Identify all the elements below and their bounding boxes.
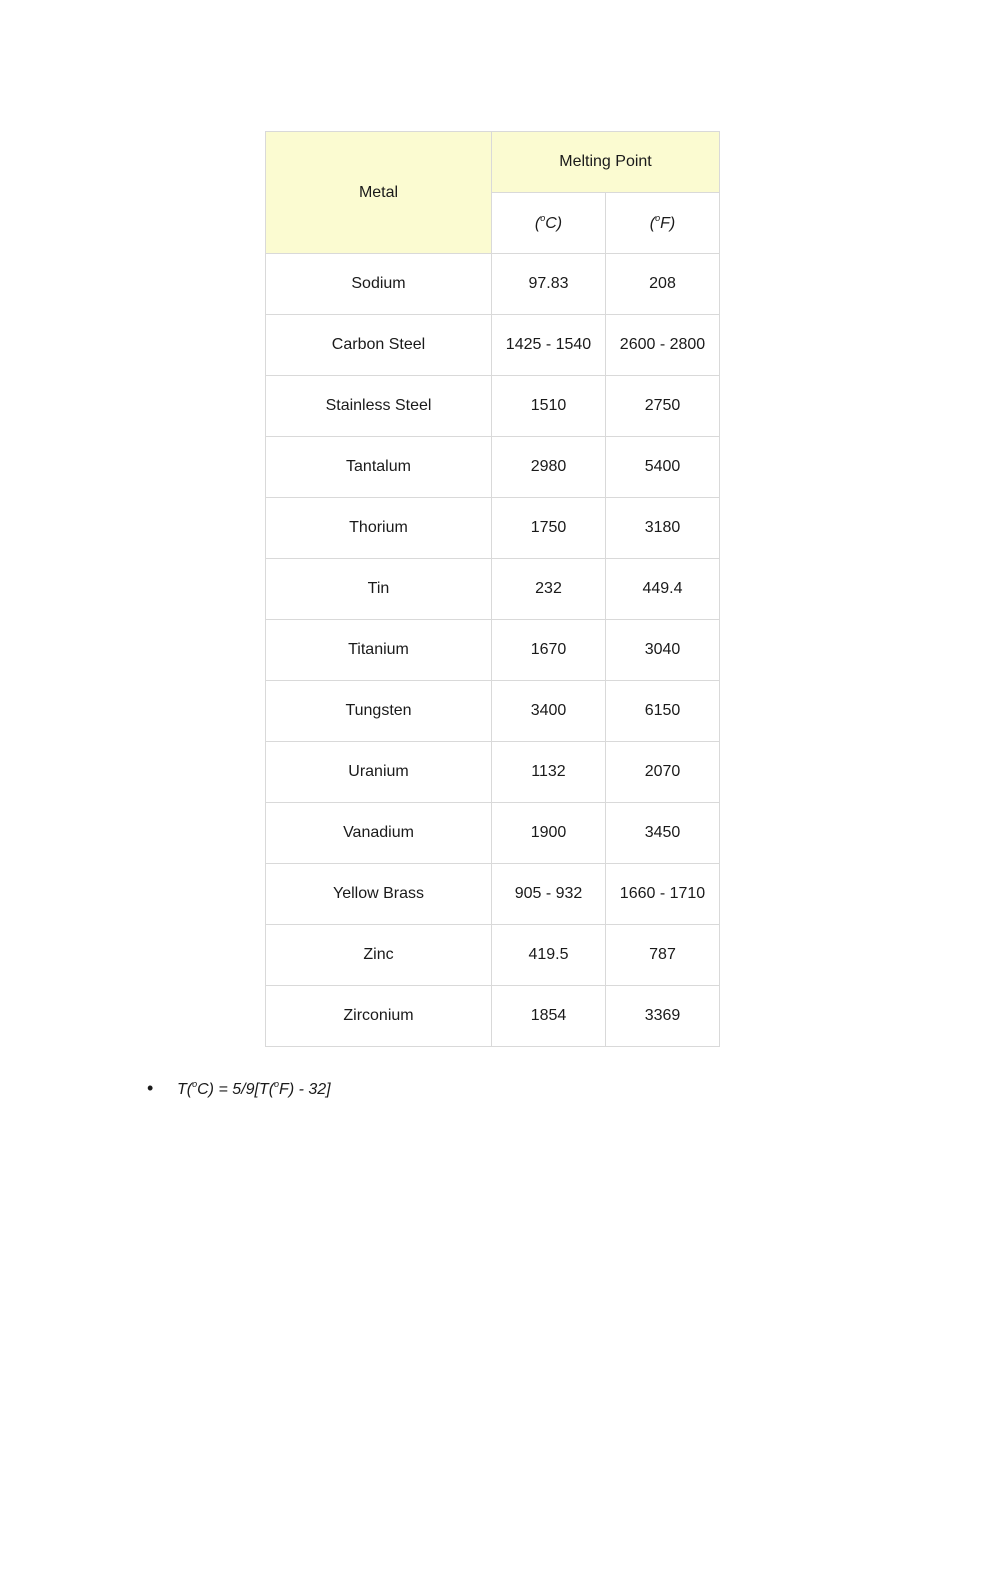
celsius-cell: 1425 - 1540	[492, 315, 606, 376]
fahrenheit-cell: 6150	[606, 681, 720, 742]
fahrenheit-cell: 3180	[606, 498, 720, 559]
celsius-cell: 2980	[492, 437, 606, 498]
metal-cell: Stainless Steel	[266, 376, 492, 437]
fahrenheit-cell: 5400	[606, 437, 720, 498]
table-row	[266, 925, 720, 986]
header-metal: Metal	[266, 132, 492, 254]
header-unit-fahrenheit: ($^o$F)	[606, 193, 720, 254]
celsius-cell: 1854	[492, 986, 606, 1047]
table-row	[266, 986, 720, 1047]
metal-cell: Tantalum	[266, 437, 492, 498]
fahrenheit-cell: 787	[606, 925, 720, 986]
melting-point-table	[265, 131, 720, 1047]
celsius-cell: 3400	[492, 681, 606, 742]
celsius-cell: 1132	[492, 742, 606, 803]
table-row	[266, 559, 720, 620]
fahrenheit-cell: 1660 - 1710	[606, 864, 720, 925]
table-row	[266, 254, 720, 315]
metal-cell: Yellow Brass	[266, 864, 492, 925]
metal-cell: Thorium	[266, 498, 492, 559]
bullet-icon: •	[147, 1078, 154, 1098]
table-row	[266, 681, 720, 742]
metal-cell: Uranium	[266, 742, 492, 803]
table-row	[266, 620, 720, 681]
header-unit-celsius: ($^o$C)	[492, 193, 606, 254]
metal-cell: Titanium	[266, 620, 492, 681]
metal-cell: Zirconium	[266, 986, 492, 1047]
metal-cell: Sodium	[266, 254, 492, 315]
metal-cell: Vanadium	[266, 803, 492, 864]
header-melting-point: Melting Point	[492, 132, 720, 193]
table-row	[266, 864, 720, 925]
fahrenheit-cell: 2600 - 2800	[606, 315, 720, 376]
metal-cell: Carbon Steel	[266, 315, 492, 376]
fahrenheit-cell: 3450	[606, 803, 720, 864]
table-row	[266, 437, 720, 498]
fahrenheit-cell: 3369	[606, 986, 720, 1047]
metal-cell: Zinc	[266, 925, 492, 986]
celsius-cell: 1510	[492, 376, 606, 437]
fahrenheit-cell: 2070	[606, 742, 720, 803]
metal-cell: Tin	[266, 559, 492, 620]
celsius-cell: 232	[492, 559, 606, 620]
table-row	[266, 803, 720, 864]
conversion-formula-note	[147, 1078, 331, 1099]
fahrenheit-cell: 208	[606, 254, 720, 315]
celsius-cell: 1670	[492, 620, 606, 681]
fahrenheit-cell: 3040	[606, 620, 720, 681]
formula-text: T($^o$C) = 5/9[T($^o$F) - 32]	[177, 1078, 331, 1098]
fahrenheit-cell: 2750	[606, 376, 720, 437]
metal-cell: Tungsten	[266, 681, 492, 742]
table-row	[266, 498, 720, 559]
table-row	[266, 376, 720, 437]
celsius-cell: 97.83	[492, 254, 606, 315]
celsius-cell: 419.5	[492, 925, 606, 986]
celsius-cell: 1750	[492, 498, 606, 559]
celsius-cell: 905 - 932	[492, 864, 606, 925]
celsius-cell: 1900	[492, 803, 606, 864]
fahrenheit-cell: 449.4	[606, 559, 720, 620]
table-row	[266, 315, 720, 376]
table-row	[266, 742, 720, 803]
